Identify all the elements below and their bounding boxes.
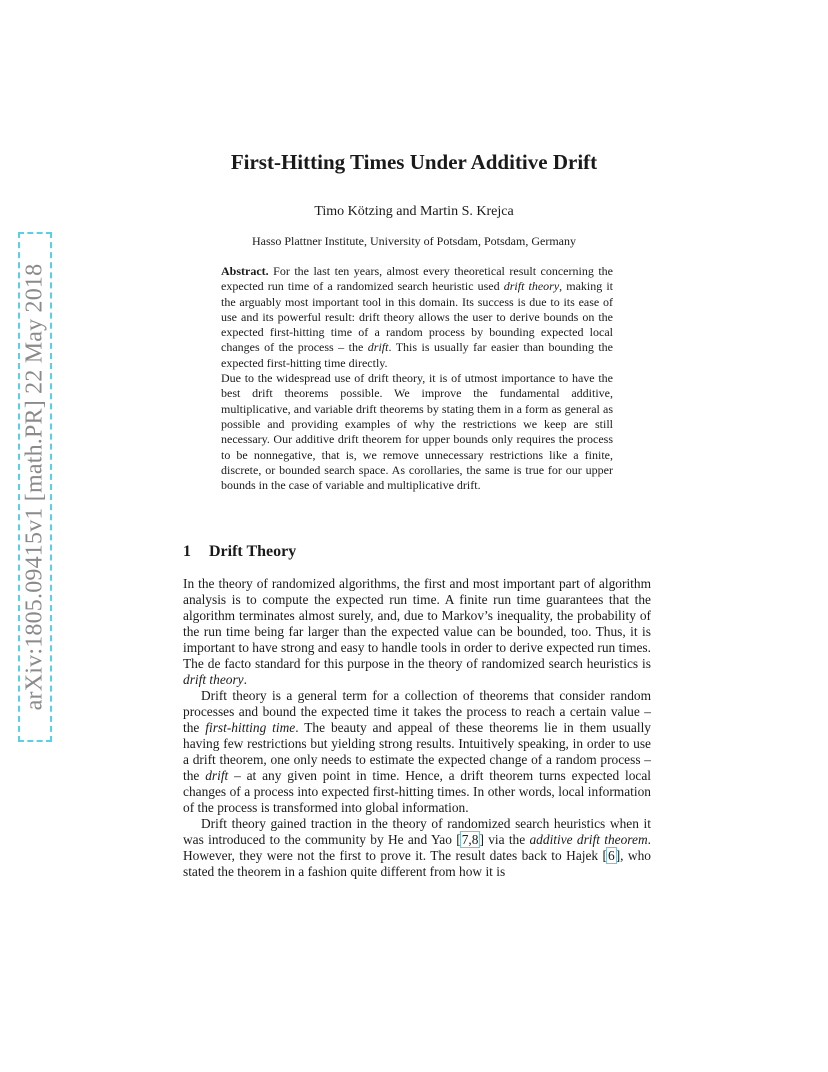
abstract-paragraph-2: Due to the widespread use of drift theory, it is of utmost importance to have the best drift theorems possible. We improve the fundamental additive, multiplicative, and variable drift theorems by stating them in a form as general as possible and providing examples of why the restrictions we keep are still necessary. Our additive drift theorem for upper bounds only requires the process to be nonnegative, that is, we remove unnecessary restrictions like a finite, discrete, or bounded search space. As corollaries, the same is true for our upper bounds in the case of variable and multiplicative drift. — [221, 371, 613, 493]
body-text — [183, 576, 651, 880]
citation-number: 6 — [608, 848, 615, 863]
arxiv-stamp[interactable] — [18, 232, 52, 742]
abstract-text: For the last ten years, almost every theoretical result concerning the expected run time of a randomized search heuristic used — [221, 264, 613, 294]
abstract — [221, 264, 613, 493]
section-number: 1 — [183, 543, 191, 560]
body-emphasis: drift — [205, 768, 229, 783]
body-text-run: Drift theory gained traction in the theory of randomized search heuristics when it was introduced to the community by He and Yao [ — [183, 816, 651, 847]
body-text-run: – at any given point in time. Hence, a drift theorem turns expected local changes of a process into expected first-hitting times. In other words, local information of the process is transformed into global information. — [183, 768, 651, 815]
citation-separator: , — [468, 832, 472, 847]
body-emphasis: additive drift theorem — [529, 832, 648, 847]
abstract-text: , making it the arguably most important tool in this domain. Its success is due to its ease of use and its powerful result: drift theory allows the user to derive bounds on the expected first-hitting time of a random process by bounding expected local changes of the process – the — [221, 279, 614, 355]
abstract-paragraph-1 — [221, 264, 613, 371]
body-text-run: ] via the — [479, 832, 530, 847]
abstract-text: . This is usually far easier than bounding the expected first-hitting time directly. — [221, 340, 613, 370]
body-paragraph-3 — [183, 816, 651, 880]
citation-link[interactable] — [461, 832, 480, 847]
citation-number: 8 — [471, 832, 479, 847]
paper-title: First-Hitting Times Under Additive Drift — [230, 150, 598, 174]
abstract-label: Abstract. — [221, 264, 269, 278]
body-text-run: . — [243, 672, 247, 687]
body-text-run: ], who stated the theorem in a fashion quite different from how it is — [183, 848, 651, 879]
body-text-run: Drift theory is a general term for a collection of theorems that consider random processes and bound the expected time it takes the process to reach a certain value – the — [183, 688, 651, 735]
section-title: Drift Theory — [209, 543, 297, 560]
body-paragraph-1 — [183, 576, 651, 688]
arxiv-identifier: arXiv:1805.09415v1 [math.PR] 22 May 2018 — [21, 263, 48, 711]
body-text-run: . The beauty and appeal of these theorems lie in them usually having few restrictions but yielding strong results. Intuitively speaking, in order to use a drift theorem, one only needs to estimate the expected change of a random process – the — [183, 720, 651, 783]
abstract-emphasis: drift — [367, 340, 389, 355]
citation-number: 7 — [461, 832, 469, 847]
abstract-emphasis: drift theory — [503, 279, 560, 294]
paper-affiliation: Hasso Plattner Institute, University of Potsdam, Potsdam, Germany — [252, 234, 576, 248]
body-paragraph-2 — [183, 688, 651, 816]
citation-link[interactable] — [607, 848, 616, 863]
body-emphasis: first-hitting time — [205, 720, 296, 735]
body-text-run: In the theory of randomized algorithms, the first and most important part of algorithm analysis is to compute the expected run time. A finite run time guarantees that the algorithm terminates almost surely, and, due to Markov’s inequality, the probability of the run time being far larger than the expected value can be bounded, too. Thus, it is important to have strong and easy to handle tools in order to derive expected run times. The de facto standard for this purpose in the theory of randomized search heuristics is — [183, 576, 651, 671]
section-heading — [183, 543, 296, 561]
paper-authors: Timo Kötzing and Martin S. Krejca — [314, 204, 514, 219]
body-emphasis: drift theory — [183, 672, 244, 687]
body-text-run: . However, they were not the first to prove it. The result dates back to Hajek [ — [183, 832, 651, 863]
